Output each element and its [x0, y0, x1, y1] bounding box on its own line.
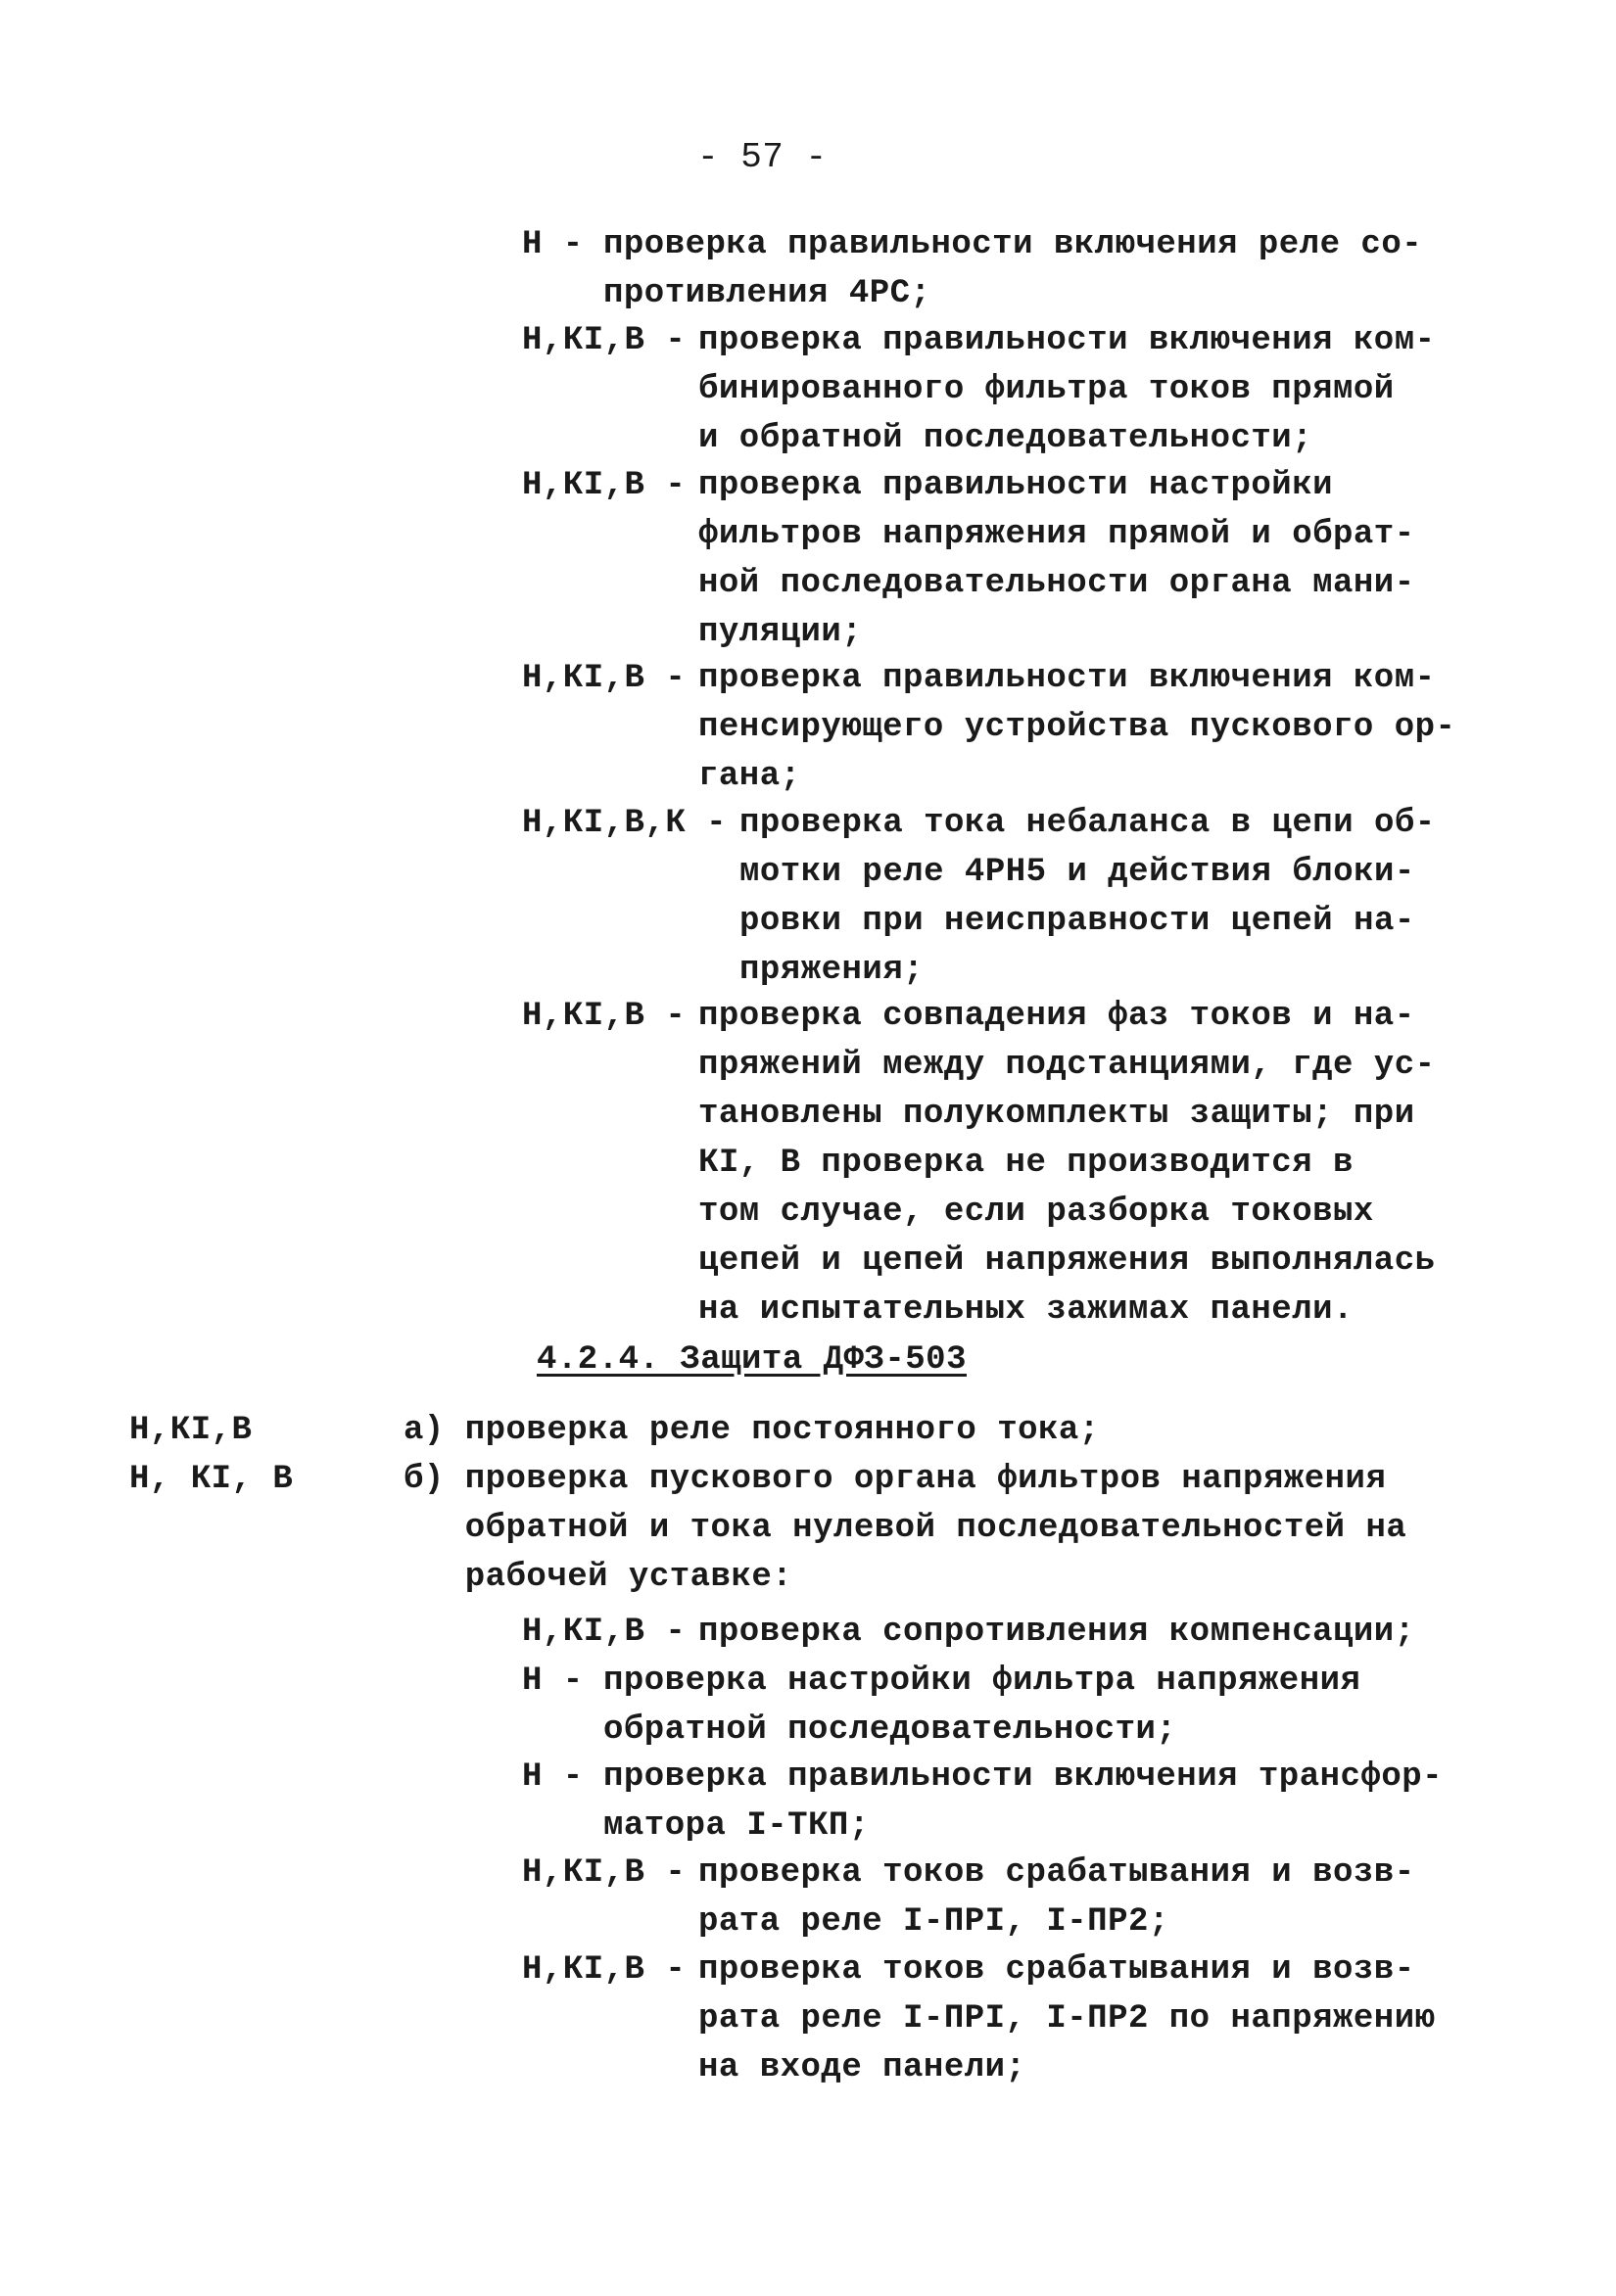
item-text-line: проверка настройки фильтра напряжения [603, 1663, 1361, 1700]
item-text-line: цепей и цепей напряжения выполнялась [698, 1242, 1436, 1280]
item-code: Н,КI,В - [522, 660, 707, 697]
list-item-line: а) проверка реле постоянного тока; [404, 1412, 1100, 1449]
list-item-line: обратной и тока нулевой последовательностей на [404, 1510, 1407, 1547]
item-text-line: проверка токов срабатывания и возв- [698, 1854, 1415, 1892]
item-code: Н,КI,В - [522, 1854, 707, 1892]
item-code: Н,КI,В - [522, 467, 707, 504]
list-item-line: б) проверка пускового органа фильтров напряжения [404, 1461, 1387, 1498]
item-text-line: ровки при неисправности цепей на- [739, 903, 1415, 940]
item-code: Н,КI,В - [522, 998, 707, 1035]
item-code: Н - [522, 1758, 604, 1796]
item-text-line: на испытательных зажимах панели. [698, 1291, 1354, 1329]
item-text-line: проверка правильности включения ком- [698, 322, 1436, 359]
section-title: 4.2.4. Защита ДФЗ-503 [537, 1341, 967, 1379]
item-text-line: на входе панели; [698, 2049, 1026, 2086]
item-text-line: пряжений между подстанциями, где ус- [698, 1047, 1436, 1084]
item-text-line: проверка совпадения фаз токов и на- [698, 998, 1415, 1035]
item-text-line: проверка сопротивления компенсации; [698, 1614, 1415, 1651]
item-code: Н - [522, 1663, 604, 1700]
item-text-line: гана; [698, 758, 801, 795]
item-code: Н,КI,В - [522, 1951, 707, 1989]
item-text-line: рата реле I-ПРI, I-ПР2; [698, 1903, 1169, 1941]
page-number: - 57 - [697, 137, 828, 177]
item-code: Н,КI,В - [522, 322, 707, 359]
item-text-line: пуляции; [698, 614, 863, 651]
item-text-line: проверка правильности включения реле со- [603, 226, 1423, 263]
item-text-line: рата реле I-ПРI, I-ПР2 по напряжению [698, 2000, 1436, 2038]
item-text-line: том случае, если разборка токовых [698, 1194, 1374, 1231]
item-text-line: матора I-ТКП; [603, 1807, 870, 1845]
item-text-line: бинированного фильтра токов прямой [698, 371, 1395, 408]
item-text-line: ной последовательности органа мани- [698, 565, 1415, 602]
margin-code: Н,КI,В [129, 1412, 253, 1449]
item-code: Н - [522, 226, 604, 263]
item-text-line: обратной последовательности; [603, 1711, 1177, 1749]
item-text-line: проверка правильности включения трансфор- [603, 1758, 1444, 1796]
list-item-line: рабочей уставке: [404, 1559, 793, 1596]
item-code: Н,КI,В,К - [522, 805, 747, 842]
item-text-line: проверка правильности настройки [698, 467, 1334, 504]
item-text-line: тановлены полукомплекты защиты; при [698, 1096, 1415, 1133]
item-text-line: проверка тока небаланса в цепи об- [739, 805, 1436, 842]
item-text-line: пряжения; [739, 952, 925, 989]
item-text-line: и обратной последовательности; [698, 420, 1313, 457]
item-text-line: противления 4РС; [603, 275, 931, 312]
item-text-line: КI, В проверка не производится в [698, 1145, 1354, 1182]
item-text-line: фильтров напряжения прямой и обрат- [698, 516, 1415, 553]
item-text-line: проверка правильности включения ком- [698, 660, 1436, 697]
item-text-line: проверка токов срабатывания и возв- [698, 1951, 1415, 1989]
margin-code: Н, КI, В [129, 1461, 294, 1498]
item-text-line: пенсирующего устройства пускового ор- [698, 709, 1456, 746]
item-code: Н,КI,В - [522, 1614, 707, 1651]
item-text-line: мотки реле 4РН5 и действия блоки- [739, 854, 1415, 891]
